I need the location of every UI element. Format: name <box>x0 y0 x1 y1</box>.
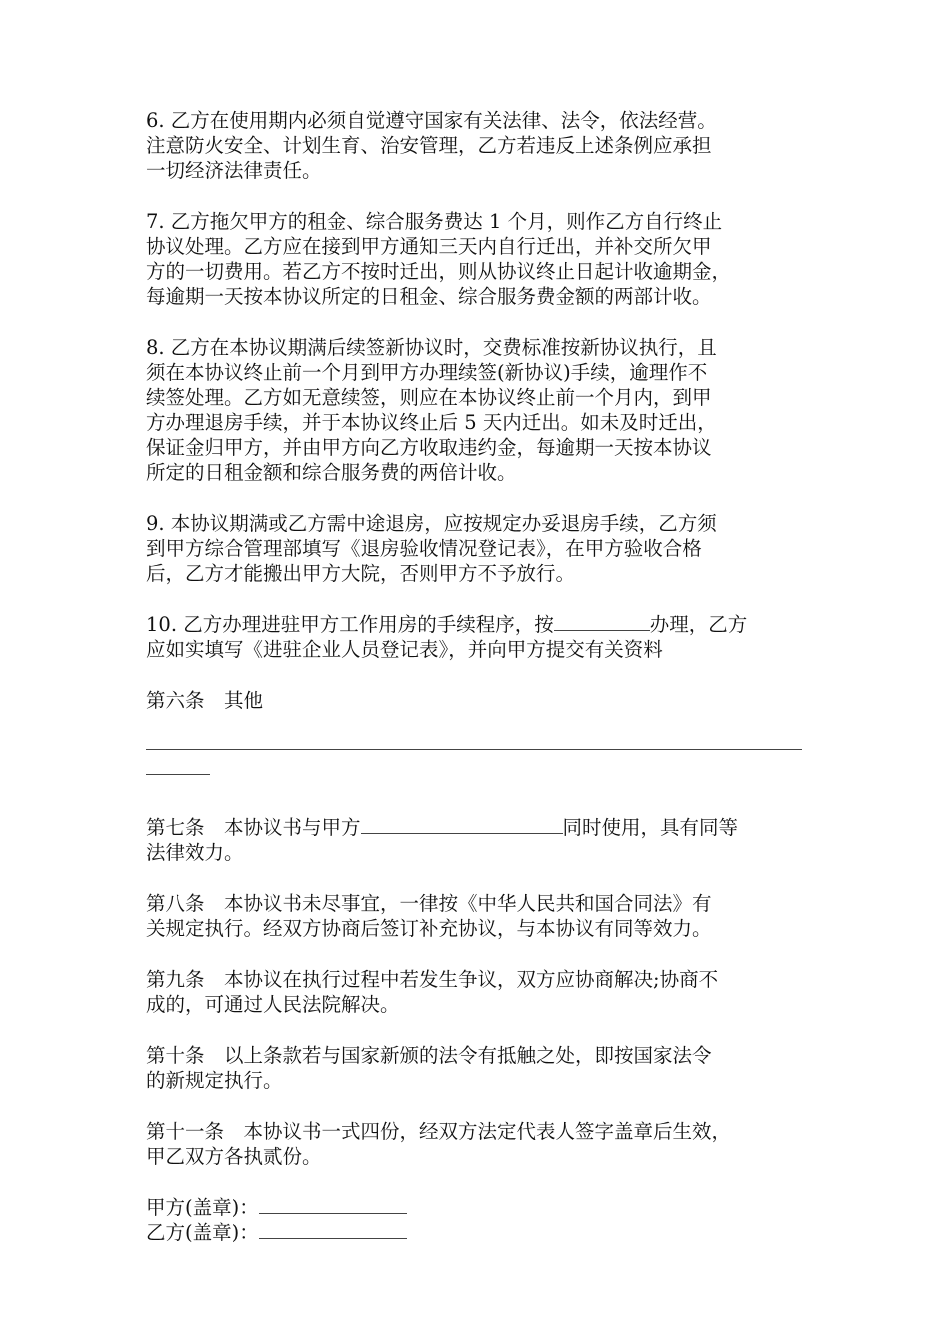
clause-6 <box>146 108 808 183</box>
article-8-line: 关规定执行。经双方协商后签订补充协议，与本协议有同等效力。 <box>146 917 712 940</box>
party-a-signature-blank[interactable] <box>259 1195 407 1214</box>
signature-block <box>146 1195 808 1245</box>
article-9 <box>146 967 808 1017</box>
article-10 <box>146 1043 808 1093</box>
clause-10 <box>146 612 808 662</box>
clause-8-line: 须在本协议终止前一个月到甲方办理续签(新协议)手续，逾理作不 <box>146 361 708 384</box>
article-7-line <box>146 815 808 840</box>
article-9-line: 第九条 本协议在执行过程中若发生争议，双方应协商解决;协商不 <box>146 968 719 991</box>
article-7-text-after: 同时使用，具有同等 <box>562 816 739 839</box>
other-terms-blank-line-continued[interactable] <box>146 774 210 775</box>
article-11 <box>146 1119 808 1169</box>
clause-9 <box>146 511 808 586</box>
party-a-signature-row <box>146 1195 808 1220</box>
clause-8-line: 保证金归甲方，并由甲方向乙方收取违约金，每逾期一天按本协议 <box>146 436 712 459</box>
clause-7 <box>146 209 808 309</box>
clause-7-line: 7. 乙方拖欠甲方的租金、综合服务费达 1 个月，则作乙方自行终止 <box>146 210 723 233</box>
party-b-signature-row <box>146 1220 808 1245</box>
clause-6-line: 6. 乙方在使用期内必须自觉遵守国家有关法律、法令，依法经营。 <box>146 109 717 132</box>
article-8 <box>146 891 808 941</box>
article-7-text-before: 第七条 本协议书与甲方 <box>146 816 361 839</box>
clause-9-line: 9. 本协议期满或乙方需中途退房，应按规定办妥退房手续，乙方须 <box>146 512 717 535</box>
clause-10-text-after: 办理，乙方 <box>649 613 748 636</box>
clause-8-line: 方办理退房手续，并于本协议终止后 5 天内迁出。如未及时迁出， <box>146 411 717 434</box>
clause-8-line: 8. 乙方在本协议期满后续签新协议时，交费标准按新协议执行，且 <box>146 336 717 359</box>
clause-6-line: 注意防火安全、计划生育、治安管理，乙方若违反上述条例应承担 <box>146 134 712 157</box>
party-b-signature-blank[interactable] <box>259 1220 407 1239</box>
article-7 <box>146 815 808 865</box>
clause-10-line: 应如实填写《进驻企业人员登记表》，并向甲方提交有关资料 <box>146 638 663 661</box>
procedure-blank[interactable] <box>554 612 650 631</box>
article-11-line: 第十一条 本协议书一式四份，经双方法定代表人签字盖章后生效， <box>146 1120 732 1143</box>
clause-6-line: 一切经济法律责任。 <box>146 159 322 182</box>
clause-7-line: 协议处理。乙方应在接到甲方通知三天内自行迁出，并补交所欠甲 <box>146 235 712 258</box>
document-page <box>146 108 808 1245</box>
article-8-line: 第八条 本协议书未尽事宜，一律按《中华人民共和国合同法》有 <box>146 892 712 915</box>
clause-8-line: 所定的日租金额和综合服务费的两倍计收。 <box>146 461 517 484</box>
clause-9-line: 后，乙方才能搬出甲方大院，否则甲方不予放行。 <box>146 562 576 585</box>
clause-10-text-before: 10. 乙方办理进驻甲方工作用房的手续程序，按 <box>146 613 554 636</box>
clause-8-line: 续签处理。乙方如无意续签，则应在本协议终止前一个月内，到甲 <box>146 386 712 409</box>
clause-10-line <box>146 612 808 637</box>
article-6-title: 第六条 其他 <box>146 689 264 712</box>
clause-7-line: 每逾期一天按本协议所定的日租金、综合服务费金额的两部计收。 <box>146 285 712 308</box>
party-b-label: 乙方(盖章)： <box>146 1221 259 1244</box>
article-7-line: 法律效力。 <box>146 841 244 864</box>
reference-document-blank[interactable] <box>361 815 563 834</box>
clause-9-line: 到甲方综合管理部填写《退房验收情况登记表》，在甲方验收合格 <box>146 537 702 560</box>
article-9-line: 成的，可通过人民法院解决。 <box>146 993 400 1016</box>
clause-8 <box>146 335 808 485</box>
party-a-label: 甲方(盖章)： <box>146 1196 259 1219</box>
clause-7-line: 方的一切费用。若乙方不按时迁出，则从协议终止日起计收逾期金， <box>146 260 732 283</box>
article-10-line: 第十条 以上条款若与国家新颁的法令有抵触之处，即按国家法令 <box>146 1044 712 1067</box>
article-11-line: 甲乙双方各执贰份。 <box>146 1145 322 1168</box>
other-terms-blank-line[interactable] <box>146 749 802 750</box>
article-10-line: 的新规定执行。 <box>146 1069 283 1092</box>
